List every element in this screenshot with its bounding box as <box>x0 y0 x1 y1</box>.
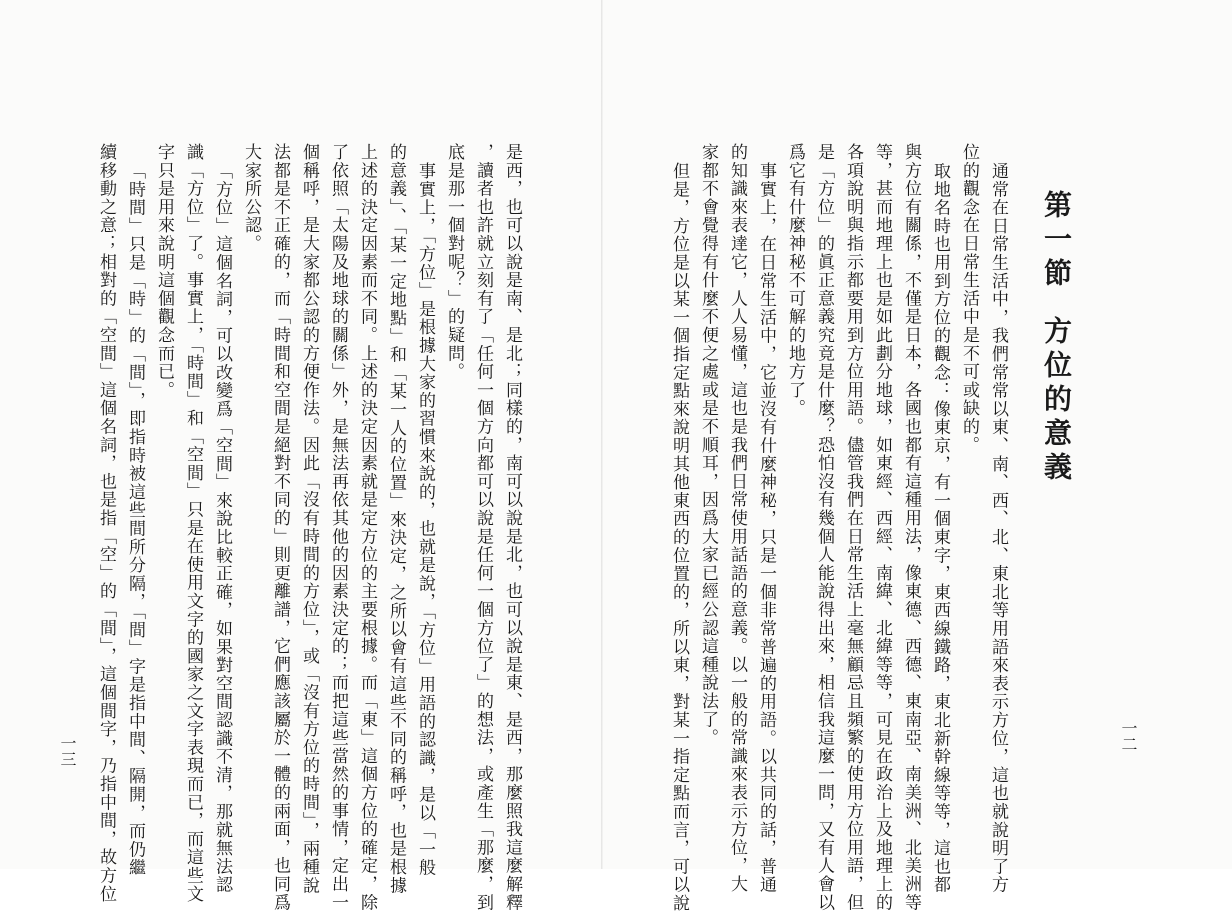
section-heading <box>1036 190 1076 486</box>
right-page-line: 與方位有關係，不僅是日本，各國也都有這種用法，像東德、西德、東南亞、南美洲、北美洲等 <box>901 143 921 912</box>
page-gutter <box>601 0 603 869</box>
left-page-line: 是西，也可以說是南、是北；同樣的，南可以說是北，也可以說是東、是西，那麼照我這麼解釋 <box>502 143 522 912</box>
left-page-line: 上述的決定因素而不同。上述的決定因素就是定方位的主要根據。而「東」這個方位的確定，除 <box>357 143 377 912</box>
section-label: 第一節 <box>1040 190 1073 292</box>
left-page-line: 了依照「太陽及地球的關係」外，是無法再依其他的因素決定的；而把這些當然的事情，定出一 <box>328 143 348 912</box>
left-page-line: 「方位」這個名詞，可以改變爲「空間」來說比較正確，如果對空間認識不清，那就無法認 <box>212 162 232 894</box>
left-page-line: 個稱呼，是大家都公認的方便作法。因此「沒有時間的方位」，或「沒有方位的時間」，兩種說 <box>299 143 319 895</box>
right-page-line: 位的觀念在日常生活中是不可或缺的。 <box>959 143 979 455</box>
right-page-line: 的知識來表達它，人人易懂，這也是我們日常使用話語的意義。以一般的常識來表示方位，大 <box>727 143 747 894</box>
section-title: 方位的意義 <box>1040 316 1073 486</box>
left-page-line: ，讀者也許就立刻有了「任何一個方向都可以說是任何一個方位了」的想法，或產生「那麼，到 <box>473 143 493 912</box>
left-page-line: 的意義」、「某一定地點」和「某一人的位置」來決定，之所以會有這些不同的稱呼，也是根據 <box>386 143 406 895</box>
right-page-line: 各項說明與指示都要用到方位用語。儘管我們在日常生活上毫無顧忌且頻繁的使用方位用語，但 <box>843 143 863 912</box>
left-page-line: 字只是用來說明這個觀念而已。 <box>154 143 174 400</box>
right-page-line: 通常在日常生活中，我們常常以東、南、西、北、東北等用語來表示方位，這也就說明了方 <box>988 162 1008 894</box>
right-page-line: 但是，方位是以某一個指定點來說明其他東西的位置的，所以東，對某一指定點而言，可以說 <box>669 162 689 912</box>
left-page-line: 法都是不正確的，而「時間和空間是絕對不同的」則更離譜，它們應該屬於一體的兩面，也同爲 <box>270 143 290 912</box>
left-page-line: 底是那一個對呢？」的疑問。 <box>444 143 464 381</box>
left-page-line: 識「方位」了。事實上，「時間」和「空間」只是在使用文字的國家之文字表現而已，而這些文 <box>183 143 203 904</box>
right-page-line: 爲它有什麼神秘不可解的地方了。 <box>785 143 805 418</box>
left-page-line: 「時間」只是「時」的「間」，即指時被這些間所分隔，「間」字是指中間、隔開，而仍繼 <box>125 162 145 877</box>
right-page-line: 取地名時也用到方位的觀念：像東京，有一個東字，東西線鐵路，東北新幹線等等，這也都 <box>930 162 950 894</box>
right-page-number: 一二 <box>1119 720 1138 752</box>
left-page-number: 一三 <box>58 735 77 767</box>
right-page-line: 等，甚而地理上也是如此劃分地球，如東經、西經、南緯、北緯等等，可見在政治上及地理上的 <box>872 143 892 912</box>
right-page-line: 家都不會覺得有什麼不便之處或是不順耳，因爲大家已經公認這種說法了。 <box>698 143 718 747</box>
left-page-line: 續移動之意；相對的「空間」這個名詞，也是指「空」的「間」，這個間字，乃指中間，故方位 <box>96 143 116 904</box>
left-page-line: 事實上，「方位」是根據大家的習慣來說的，也就是說，「方位」用語的認識，是以「一般 <box>415 162 435 877</box>
right-page-line: 事實上，在日常生活中，它並沒有什麼神秘，只是一個非常普遍的用語。以共同的話，普通 <box>756 162 776 894</box>
left-page-line: 大家所公認。 <box>241 143 261 253</box>
right-page-line: 是「方位」的眞正意義究竟是什麼？恐怕沒有幾個人能說得出來，相信我這麼一問，又有人會以 <box>814 143 834 912</box>
